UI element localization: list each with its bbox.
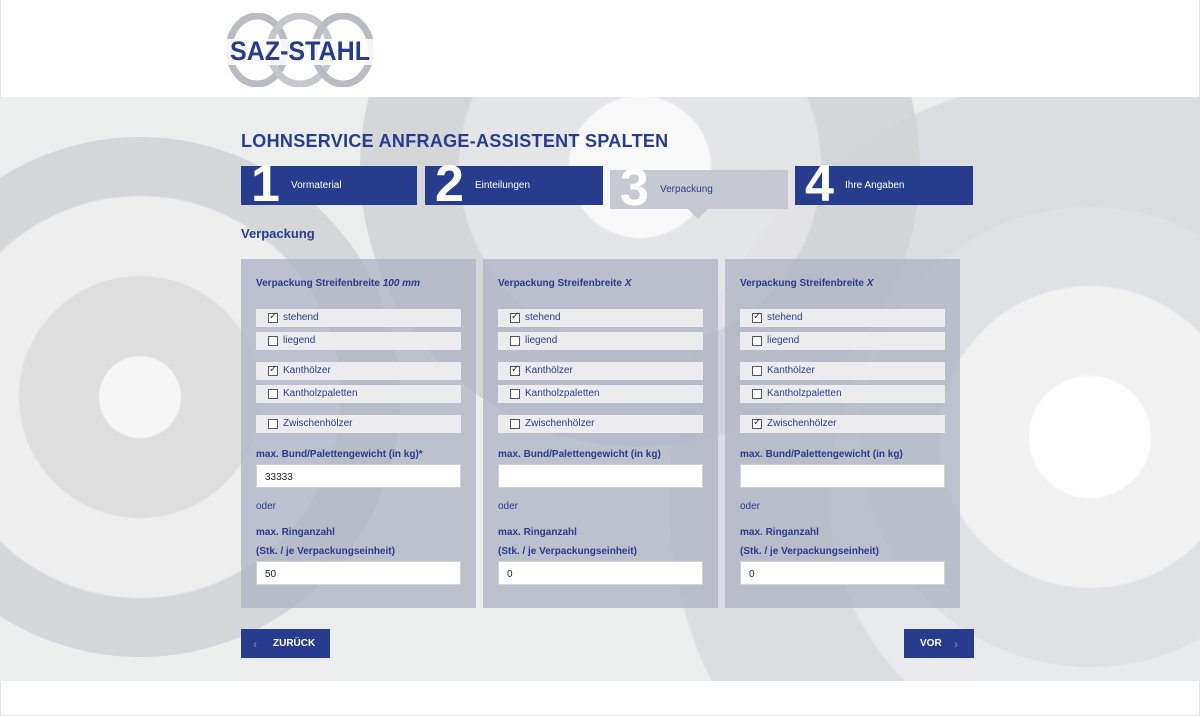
option-label: Kantholzpaletten [283, 388, 358, 399]
or-label: oder [256, 501, 277, 512]
step-3-verpackung[interactable] [610, 159, 788, 217]
rings-label: max. Ringanzahl [740, 527, 819, 538]
option-kanthoelzer[interactable] [256, 362, 461, 380]
or-label: oder [740, 501, 761, 512]
packaging-column-1 [241, 259, 476, 608]
option-label: liegend [525, 335, 558, 346]
option-kanthoelzer[interactable] [740, 362, 945, 380]
column-title-prefix: Verpackung Streifenbreite [256, 278, 383, 289]
site-header [0, 0, 1200, 97]
rings-input[interactable]: 0 [498, 561, 703, 585]
step-number: 1 [251, 155, 280, 213]
column-title-width: X [866, 278, 874, 289]
step-label: Vormaterial [291, 180, 342, 191]
option-kantholzpaletten[interactable] [256, 385, 461, 403]
checkbox[interactable] [268, 336, 278, 346]
option-label: stehend [525, 312, 561, 323]
weight-label: max. Bund/Palettengewicht (in kg)* [256, 449, 423, 460]
option-label: Zwischenhölzer [525, 418, 595, 429]
option-stehend[interactable] [740, 309, 945, 327]
packaging-column-3 [725, 259, 960, 608]
option-label: stehend [283, 312, 319, 323]
checkbox[interactable] [510, 313, 520, 323]
step-2-einteilungen[interactable] [425, 155, 603, 213]
rings-input[interactable]: 50 [256, 561, 461, 585]
checkbox[interactable] [510, 389, 520, 399]
checkbox[interactable] [752, 336, 762, 346]
rings-input[interactable]: 0 [740, 561, 945, 585]
next-button-label: VOR [920, 638, 942, 649]
option-liegend[interactable] [256, 332, 461, 350]
weight-input[interactable]: 33333 [256, 464, 461, 488]
saz-stahl-logo[interactable] [227, 13, 373, 87]
step-number: 2 [435, 155, 464, 213]
step-label: Einteilungen [475, 180, 531, 191]
option-kantholzpaletten[interactable] [740, 385, 945, 403]
checkbox[interactable] [752, 313, 762, 323]
option-liegend[interactable] [498, 332, 703, 350]
or-label: oder [498, 501, 519, 512]
checkbox[interactable] [268, 366, 278, 376]
active-step-pointer [688, 209, 708, 219]
section-title: Verpackung [241, 226, 315, 241]
option-zwischenhoelzer[interactable] [498, 415, 703, 433]
weight-label: max. Bund/Palettengewicht (in kg) [498, 449, 661, 460]
logo-wordmark: SAZ-STAHL [230, 36, 370, 66]
chevron-right-icon: › [954, 637, 958, 651]
rings-label: max. Ringanzahl [498, 527, 577, 538]
option-label: stehend [767, 312, 803, 323]
option-kantholzpaletten[interactable] [498, 385, 703, 403]
column-title [498, 278, 631, 289]
option-label: liegend [283, 335, 316, 346]
weight-input[interactable] [498, 464, 703, 488]
checkbox[interactable] [268, 389, 278, 399]
checkbox[interactable] [752, 389, 762, 399]
option-stehend[interactable] [498, 309, 703, 327]
checkbox[interactable] [752, 366, 762, 376]
checkbox[interactable] [268, 419, 278, 429]
option-zwischenhoelzer[interactable] [740, 415, 945, 433]
back-button[interactable] [241, 629, 330, 658]
chevron-left-icon: ‹ [253, 637, 257, 651]
option-stehend[interactable] [256, 309, 461, 327]
step-number: 3 [620, 159, 649, 217]
option-label: Kanthölzer [525, 365, 573, 376]
next-button[interactable] [904, 629, 974, 658]
step-1-vormaterial[interactable] [241, 155, 417, 213]
column-title-prefix: Verpackung Streifenbreite [740, 278, 867, 289]
rings-sublabel: (Stk. / je Verpackungseinheit) [740, 546, 879, 557]
step-number: 4 [805, 155, 834, 213]
checkbox[interactable] [510, 366, 520, 376]
option-label: Kanthölzer [767, 365, 815, 376]
column-title [740, 278, 873, 289]
option-label: Zwischenhölzer [767, 418, 837, 429]
option-liegend[interactable] [740, 332, 945, 350]
step-label: Ihre Angaben [845, 180, 905, 191]
option-label: Zwischenhölzer [283, 418, 353, 429]
site-footer [0, 681, 1200, 716]
option-label: liegend [767, 335, 800, 346]
column-title-width: X [624, 278, 632, 289]
option-kanthoelzer[interactable] [498, 362, 703, 380]
option-label: Kanthölzer [283, 365, 331, 376]
step-4-ihre-angaben[interactable] [795, 155, 973, 213]
column-title-prefix: Verpackung Streifenbreite [498, 278, 625, 289]
page-title: LOHNSERVICE ANFRAGE-ASSISTENT SPALTEN [241, 131, 669, 151]
option-label: Kantholzpaletten [525, 388, 600, 399]
weight-input[interactable] [740, 464, 945, 488]
column-title [256, 278, 420, 289]
option-label: Kantholzpaletten [767, 388, 842, 399]
packaging-column-2 [483, 259, 718, 608]
rings-sublabel: (Stk. / je Verpackungseinheit) [498, 546, 637, 557]
checkbox[interactable] [268, 313, 278, 323]
step-label: Verpackung [660, 184, 713, 195]
rings-sublabel: (Stk. / je Verpackungseinheit) [256, 546, 395, 557]
rings-label: max. Ringanzahl [256, 527, 335, 538]
weight-label: max. Bund/Palettengewicht (in kg) [740, 449, 903, 460]
checkbox[interactable] [510, 336, 520, 346]
checkbox[interactable] [752, 419, 762, 429]
option-zwischenhoelzer[interactable] [256, 415, 461, 433]
checkbox[interactable] [510, 419, 520, 429]
back-button-label: ZURÜCK [273, 638, 316, 649]
column-title-width: 100 mm [382, 278, 420, 289]
